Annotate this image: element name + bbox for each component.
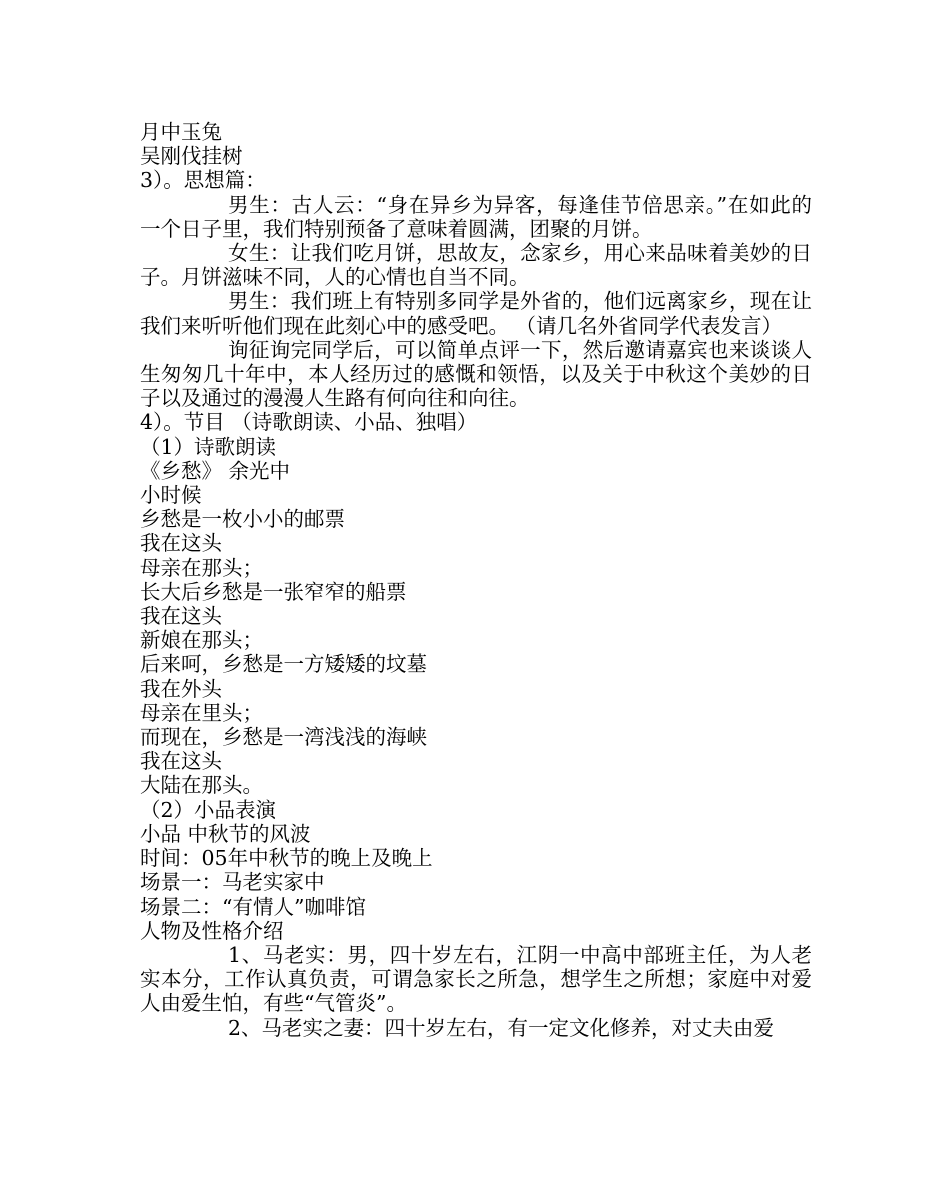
poem-line: 乡愁是一枚小小的邮票	[140, 507, 345, 532]
text-line: 月中玉兔	[140, 120, 222, 144]
poem-line: 长大后乡愁是一张窄窄的船票	[140, 579, 407, 604]
poem-line: 我在这头	[140, 749, 222, 774]
character-description: 2、马老实之妻：四十岁左右，有一定文化修养，对丈夫由爱	[228, 1015, 775, 1040]
skit-scene: 场景二：“有情人”咖啡馆	[140, 894, 366, 919]
poem-line: 新娘在那头；	[140, 628, 263, 653]
poem-title: 《乡愁》 余光中	[140, 458, 291, 483]
characters-heading: 人物及性格介绍	[140, 918, 284, 943]
poem-line: 母亲在那头；	[140, 555, 263, 580]
poem-line: 而现在，乡愁是一湾浅浅的海峡	[140, 725, 427, 750]
poem-line: 我在这头	[140, 531, 222, 556]
skit-time: 时间：05年中秋节的晚上及晚上	[140, 846, 433, 871]
character-description: 1、马老实：男，四十岁左右，江阴一中高中部班主任，为人老实本分，工作认真负责，可谓急家长之所急，想学生之所想；家庭中对爱人由爱生怕，有些“气管炎”。	[140, 942, 812, 1016]
poem-line: 我在外头	[140, 676, 222, 701]
skit-title: 小品 中秋节的风波	[140, 821, 311, 846]
paragraph: 男生：古人云：“身在异乡为异客，每逢佳节倍思亲。”在如此的一个日子里，我们特别预备了意味着圆满，团聚的月饼。	[140, 192, 812, 241]
section-heading: 4）。节目 （诗歌朗读、小品、独唱）	[140, 410, 478, 435]
paragraph: 女生：让我们吃月饼，思故友，念家乡，用心来品味着美妙的日子。月饼滋味不同，人的心情也自当不同。	[140, 241, 812, 290]
subsection-heading: （2）小品表演	[140, 797, 277, 822]
poem-line: 我在这头	[140, 604, 222, 629]
poem-line: 大陆在那头。	[140, 773, 263, 798]
poem-line: 后来呵，乡愁是一方矮矮的坟墓	[140, 652, 427, 677]
text-line: 吴刚伐挂树	[140, 144, 243, 169]
skit-scene: 场景一：马老实家中	[140, 870, 325, 895]
document-body	[140, 120, 812, 1040]
poem-line: 小时候	[140, 483, 202, 508]
paragraph: 询征询完同学后，可以简单点评一下，然后邀请嘉宾也来谈谈人生匆匆几十年中，本人经历过的感慨和领悟，以及关于中秋这个美妙的日子以及通过的漫漫人生路有何向往和向往。	[140, 337, 812, 411]
section-heading: 3）。思想篇：	[140, 168, 266, 193]
subsection-heading: （1）诗歌朗读	[140, 434, 277, 459]
paragraph: 男生：我们班上有特别多同学是外省的，他们远离家乡，现在让我们来听听他们现在此刻心中的感受吧。 （请几名外省同学代表发言）	[140, 289, 812, 338]
poem-line: 母亲在里头；	[140, 700, 263, 725]
